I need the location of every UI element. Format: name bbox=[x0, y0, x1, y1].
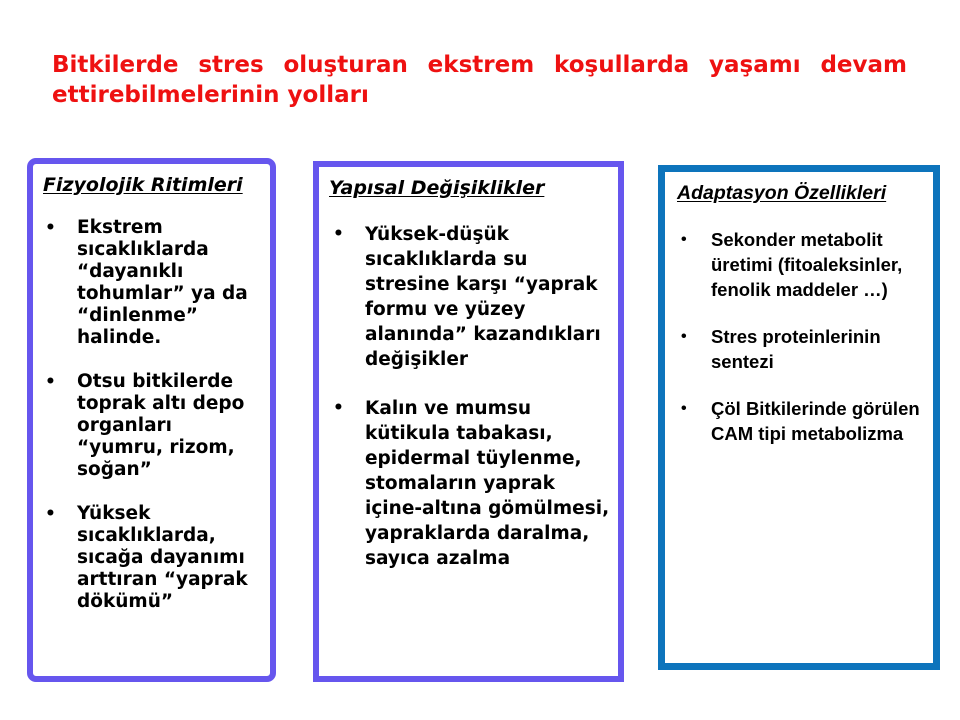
list-item-text: Kalın ve mumsu kütikula tabakası, epidermal tüylenme, stomaların yaprak içine-altına gömülmesi, yapraklarda daralma, sayıca azalma bbox=[365, 398, 610, 569]
bullet-list-fizyolojik-ritimleri bbox=[41, 217, 262, 613]
bullet-icon: • bbox=[681, 231, 687, 248]
list-item bbox=[327, 222, 610, 372]
panel-body bbox=[33, 164, 270, 613]
list-item-text: Otsu bitkilerde toprak altı depo organları “yumru, rizom, soğan” bbox=[77, 371, 245, 480]
bullet-icon: • bbox=[681, 328, 687, 345]
panel-heading-fizyolojik-ritimleri: Fizyolojik Ritimleri bbox=[43, 174, 243, 196]
list-item-text: Çöl Bitkilerinde görülen CAM tipi metabolizma bbox=[711, 398, 920, 444]
list-item bbox=[41, 503, 262, 613]
panel-body bbox=[665, 172, 933, 446]
page-title-line-1: Bitkilerde stres oluşturan ekstrem koşullarda yaşamı devam bbox=[52, 52, 907, 78]
bullet-icon: • bbox=[333, 398, 344, 418]
bullet-icon: • bbox=[681, 400, 687, 417]
list-item-text: Yüksek sıcaklıklarda, sıcağa dayanımı arttıran “yaprak dökümü” bbox=[77, 503, 248, 612]
bullet-icon: • bbox=[45, 372, 56, 392]
list-item bbox=[327, 396, 610, 571]
panel-yapisal-degisiklikler bbox=[313, 161, 624, 682]
list-item-text: Yüksek-düşük sıcaklıklarda su stresine karşı “yaprak formu ve yüzey alanında” kazandıkları değişikler bbox=[365, 224, 601, 370]
bullet-list-adaptasyon-ozellikleri bbox=[673, 227, 925, 446]
panel-fizyolojik-ritimleri bbox=[27, 158, 276, 682]
page-title-line-2: ettirebilmelerinin yolları bbox=[52, 82, 369, 108]
bullet-list-yapisal-degisiklikler bbox=[327, 222, 610, 571]
list-item bbox=[673, 396, 925, 446]
bullet-icon: • bbox=[45, 504, 56, 524]
list-item-text: Sekonder metabolit üretimi (fitoaleksinler, fenolik maddeler …) bbox=[711, 229, 903, 300]
panel-heading-adaptasyon-ozellikleri: Adaptasyon Özellikleri bbox=[677, 182, 887, 204]
page-title bbox=[52, 50, 907, 110]
list-item-text: Stres proteinlerinin sentezi bbox=[711, 326, 881, 372]
list-item-text: Ekstrem sıcaklıklarda “dayanıklı tohumlar” ya da “dinlenme” halinde. bbox=[77, 217, 248, 348]
list-item bbox=[673, 324, 925, 374]
list-item bbox=[41, 371, 262, 481]
panel-heading-yapisal-degisiklikler: Yapısal Değişiklikler bbox=[329, 177, 545, 199]
list-item bbox=[41, 217, 262, 349]
panel-adaptasyon-ozellikleri bbox=[658, 165, 940, 670]
bullet-icon: • bbox=[45, 218, 56, 238]
list-item bbox=[673, 227, 925, 302]
bullet-icon: • bbox=[333, 224, 344, 244]
panel-body bbox=[319, 167, 618, 571]
